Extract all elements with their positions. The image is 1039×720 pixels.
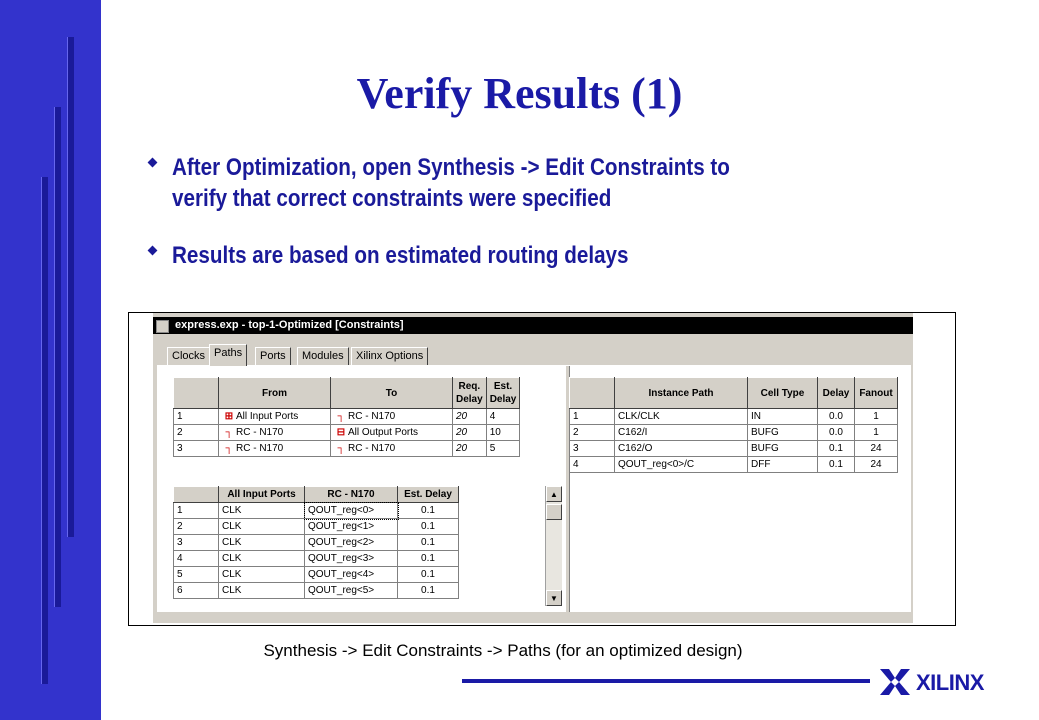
tab-ports[interactable] bbox=[255, 347, 291, 365]
tab-clocks[interactable] bbox=[167, 347, 210, 365]
header-all-input-ports[interactable]: All Input Ports bbox=[219, 487, 305, 503]
table-row[interactable] bbox=[174, 503, 459, 519]
from-text: RC - N170 bbox=[236, 427, 284, 438]
cell-type-cell: DFF bbox=[748, 457, 818, 473]
est-delay-cell: 4 bbox=[486, 409, 520, 425]
to-text: RC - N170 bbox=[348, 443, 396, 454]
tab-paths[interactable] bbox=[209, 344, 247, 366]
from-text: RC - N170 bbox=[236, 443, 284, 454]
header-req-line1: Req. bbox=[458, 381, 481, 392]
header-est-delay[interactable] bbox=[486, 378, 520, 409]
row-number: 6 bbox=[174, 583, 219, 599]
source-cell: CLK bbox=[219, 567, 305, 583]
row-number: 3 bbox=[174, 441, 219, 457]
row-number: 5 bbox=[174, 567, 219, 583]
table-row[interactable] bbox=[570, 457, 898, 473]
screenshot-frame bbox=[128, 312, 956, 626]
delay-cell: 0.1 bbox=[398, 583, 459, 599]
row-number: 4 bbox=[570, 457, 615, 473]
header-to[interactable]: To bbox=[331, 378, 453, 409]
xilinx-logo-text: XILINX bbox=[916, 670, 984, 695]
instance-table bbox=[569, 377, 898, 473]
delay-cell: 0.1 bbox=[398, 567, 459, 583]
input-port-icon: ⊞ bbox=[224, 411, 234, 422]
delay-cell: 0.1 bbox=[398, 535, 459, 551]
clock-edge-icon: ┐ bbox=[225, 443, 233, 454]
output-port-icon: ⊟ bbox=[336, 427, 346, 438]
header-est-line2: Delay bbox=[489, 394, 517, 405]
row-number: 1 bbox=[174, 409, 219, 425]
detail-header-row bbox=[174, 487, 459, 503]
from-cell[interactable] bbox=[219, 441, 331, 457]
source-cell: CLK bbox=[219, 503, 305, 519]
window-title: express.exp - top-1-Optimized [Constraints] bbox=[175, 319, 404, 331]
delay-cell: 0.1 bbox=[398, 503, 459, 519]
from-text: All Input Ports bbox=[236, 411, 299, 422]
table-row[interactable] bbox=[174, 519, 459, 535]
row-number: 2 bbox=[570, 425, 615, 441]
detail-scrollbar[interactable] bbox=[545, 486, 562, 606]
bullet-1-line-1: After Optimization, open Synthesis -> Edit Constraints to bbox=[172, 154, 730, 181]
table-row[interactable] bbox=[174, 551, 459, 567]
tab-label: Ports bbox=[260, 350, 286, 362]
app-icon bbox=[156, 320, 169, 333]
to-cell[interactable] bbox=[331, 425, 453, 441]
row-number: 1 bbox=[174, 503, 219, 519]
panel-bottom-edge bbox=[157, 612, 911, 616]
header-cell-type[interactable]: Cell Type bbox=[748, 378, 818, 409]
source-cell: CLK bbox=[219, 519, 305, 535]
paths-panel bbox=[157, 365, 911, 616]
row-number: 4 bbox=[174, 551, 219, 567]
req-delay-cell[interactable]: 20 bbox=[453, 441, 487, 457]
clock-edge-icon: ┐ bbox=[337, 443, 345, 454]
bullet-1 bbox=[172, 152, 730, 214]
header-instance-path[interactable]: Instance Path bbox=[615, 378, 748, 409]
tab-label: Paths bbox=[214, 347, 243, 359]
cell-type-cell: BUFG bbox=[748, 425, 818, 441]
bullet-2 bbox=[172, 240, 629, 271]
fanout-cell: 1 bbox=[855, 409, 898, 425]
paths-table bbox=[173, 377, 520, 457]
req-delay-cell[interactable]: 20 bbox=[453, 425, 487, 441]
bullet-2-line-1: Results are based on estimated routing delays bbox=[172, 242, 629, 269]
header-from[interactable]: From bbox=[219, 378, 331, 409]
fanout-cell: 1 bbox=[855, 425, 898, 441]
scroll-thumb[interactable] bbox=[546, 504, 562, 520]
footer-rule bbox=[462, 679, 870, 683]
header-est-line1: Est. bbox=[493, 381, 513, 392]
tab-label: Xilinx Options bbox=[356, 350, 424, 362]
clock-edge-icon: ┐ bbox=[337, 411, 345, 422]
delay-cell: 0.0 bbox=[818, 425, 855, 441]
instance-header-row bbox=[570, 378, 898, 409]
xilinx-logo-icon bbox=[878, 667, 912, 697]
header-cell bbox=[174, 487, 219, 503]
req-delay-cell[interactable]: 20 bbox=[453, 409, 487, 425]
dest-cell[interactable]: QOUT_reg<4> bbox=[305, 567, 398, 583]
instance-path-cell: C162/O bbox=[615, 441, 748, 457]
constraints-window bbox=[153, 313, 913, 623]
table-row[interactable] bbox=[174, 441, 520, 457]
to-text: All Output Ports bbox=[348, 427, 419, 438]
delay-cell: 0.1 bbox=[398, 551, 459, 567]
delay-cell: 0.1 bbox=[818, 457, 855, 473]
window-titlebar[interactable] bbox=[153, 317, 913, 334]
instance-path-cell: QOUT_reg<0>/C bbox=[615, 457, 748, 473]
table-row[interactable] bbox=[174, 583, 459, 599]
cell-type-cell: IN bbox=[748, 409, 818, 425]
row-number: 2 bbox=[174, 519, 219, 535]
dest-cell[interactable]: QOUT_reg<5> bbox=[305, 583, 398, 599]
table-row[interactable] bbox=[570, 409, 898, 425]
header-delay[interactable]: Delay bbox=[818, 378, 855, 409]
to-cell[interactable] bbox=[331, 441, 453, 457]
figure-caption: Synthesis -> Edit Constraints -> Paths (for an optimized design) bbox=[263, 641, 743, 660]
bullet-diamond-icon bbox=[148, 246, 158, 256]
decor-bar-3 bbox=[41, 177, 48, 684]
tab-modules[interactable] bbox=[297, 347, 349, 365]
header-fanout[interactable]: Fanout bbox=[855, 378, 898, 409]
header-est-delay[interactable]: Est. Delay bbox=[398, 487, 459, 503]
table-row[interactable] bbox=[174, 535, 459, 551]
slide-title: Verify Results (1) bbox=[356, 69, 683, 118]
header-cell bbox=[570, 378, 615, 409]
est-delay-cell: 5 bbox=[486, 441, 520, 457]
clock-edge-icon: ┐ bbox=[225, 427, 233, 438]
paths-header-row bbox=[174, 378, 520, 409]
bullet-1-line-2: verify that correct constraints were specified bbox=[172, 185, 612, 212]
from-cell[interactable] bbox=[219, 425, 331, 441]
header-req-delay[interactable] bbox=[453, 378, 487, 409]
dest-cell[interactable]: QOUT_reg<2> bbox=[305, 535, 398, 551]
to-cell[interactable] bbox=[331, 409, 453, 425]
source-cell: CLK bbox=[219, 551, 305, 567]
table-row[interactable] bbox=[570, 441, 898, 457]
dest-cell[interactable]: QOUT_reg<3> bbox=[305, 551, 398, 567]
row-number: 3 bbox=[174, 535, 219, 551]
delay-cell: 0.0 bbox=[818, 409, 855, 425]
decor-bar-2 bbox=[54, 107, 61, 607]
fanout-cell: 24 bbox=[855, 457, 898, 473]
row-number: 1 bbox=[570, 409, 615, 425]
dest-cell[interactable]: QOUT_reg<1> bbox=[305, 519, 398, 535]
row-number: 2 bbox=[174, 425, 219, 441]
delay-cell: 0.1 bbox=[818, 441, 855, 457]
header-req-line2: Delay bbox=[456, 394, 483, 405]
instance-path-cell: CLK/CLK bbox=[615, 409, 748, 425]
row-number: 3 bbox=[570, 441, 615, 457]
tab-xilinx-options[interactable] bbox=[351, 347, 428, 365]
table-row[interactable] bbox=[174, 409, 520, 425]
dest-cell[interactable]: QOUT_reg<0> bbox=[305, 503, 398, 519]
table-row[interactable] bbox=[174, 425, 520, 441]
header-cell bbox=[174, 378, 219, 409]
tab-label: Clocks bbox=[172, 350, 206, 362]
est-delay-cell: 10 bbox=[486, 425, 520, 441]
scroll-down-icon[interactable]: ▼ bbox=[546, 590, 562, 606]
source-cell: CLK bbox=[219, 535, 305, 551]
scroll-up-icon[interactable]: ▲ bbox=[546, 486, 562, 502]
table-row[interactable] bbox=[174, 567, 459, 583]
tab-label: Modules bbox=[302, 350, 344, 362]
delay-cell: 0.1 bbox=[398, 519, 459, 535]
table-row[interactable] bbox=[570, 425, 898, 441]
header-rc-n170[interactable]: RC - N170 bbox=[305, 487, 398, 503]
to-text: RC - N170 bbox=[348, 411, 396, 422]
cell-type-cell: BUFG bbox=[748, 441, 818, 457]
from-cell[interactable] bbox=[219, 409, 331, 425]
detail-table bbox=[173, 486, 459, 599]
source-cell: CLK bbox=[219, 583, 305, 599]
fanout-cell: 24 bbox=[855, 441, 898, 457]
bullet-diamond-icon bbox=[148, 158, 158, 168]
instance-path-cell: C162/I bbox=[615, 425, 748, 441]
